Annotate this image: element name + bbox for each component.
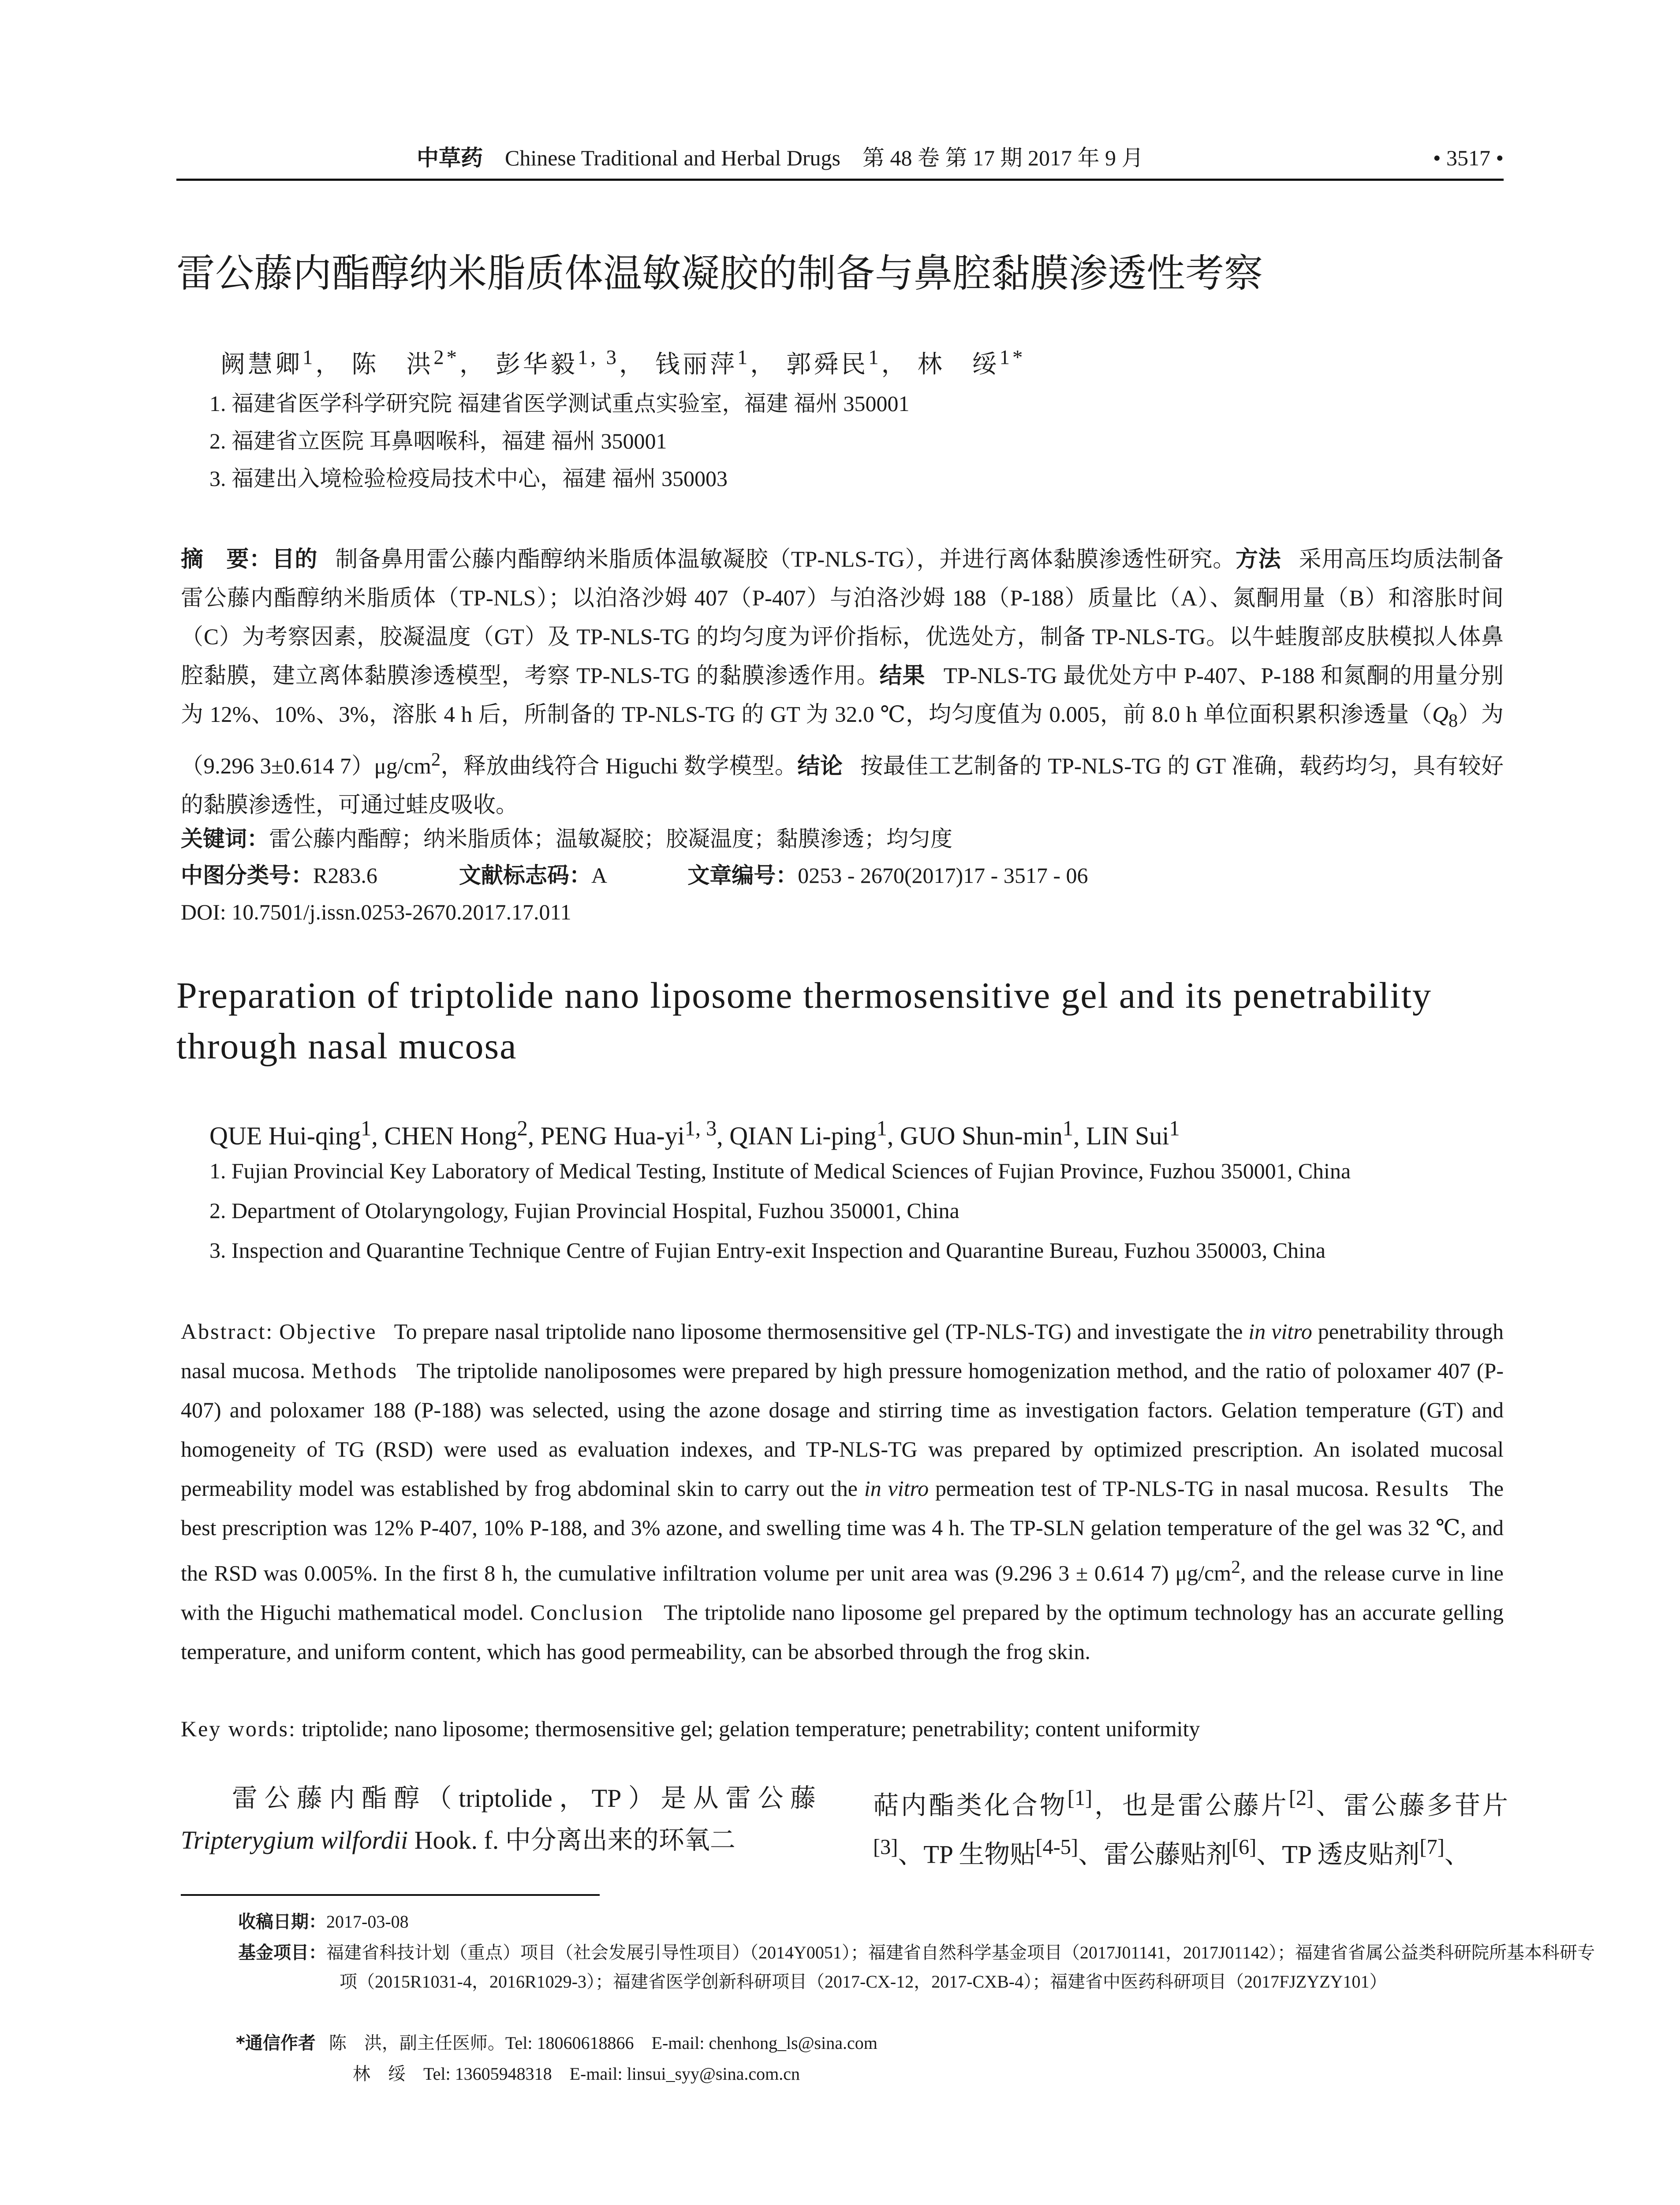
keywords-cn-label: 关键词： xyxy=(181,826,269,852)
fund-label: 基金项目： xyxy=(238,1943,326,1963)
article-no-value: 0253 - 2670(2017)17 - 3517 - 06 xyxy=(798,863,1088,888)
footnote-received xyxy=(238,1907,1504,1936)
affiliation-en-1: 1. Fujian Provincial Key Laboratory of Medical Testing, Institute of Medical Sciences of Fujian Province, Fuzhou 350001, China xyxy=(209,1159,1351,1183)
methods-label-en: Methods xyxy=(311,1358,398,1383)
authors-en: QUE Hui-qing$^1$, CHEN Hong$^2$, PENG Hua-yi$^{1, 3}$, QIAN Li-ping$^1$, GUO Shun-$\min^1$, LIN Sui$^1$ xyxy=(209,1117,1180,1151)
author-en: QIAN Li-ping$^1$ xyxy=(729,1117,887,1151)
methods-en: The triptolide nanoliposomes were prepared by high pressure homogenization method, and the ratio of poloxamer 407 (P-407) and poloxamer 188 (P-188) was selected, using the azone dosage and stirring time as investigation factors. Gelation temperature (GT) and homogeneity of TG (RSD) were used as evaluation indexes, and TP-NLS-TG was prepared by optimized prescription. An isolated mucosal permeability model was established by frog abdominal skin to carry out the in vitro permeation test of TP-NLS-TG in nasal mucosa. xyxy=(181,1358,1504,1501)
author-cn: 郭舜民$^1$ xyxy=(786,346,881,378)
footnote-rule xyxy=(181,1894,600,1896)
citation: [6] xyxy=(1232,1835,1257,1859)
methods-cn: 采用高压均质法制备雷公藤内酯醇纳米脂质体（TP-NLS）；以泊洛沙姆 407（P-407）与泊洛沙姆 188（P-188）质量比（A）、氮酮用量（B）和溶胀时间（C）为考察因素，胶凝温度（GT）及 TP-NLS-TG 的均匀度为评价指标，优选处方，制备 TP-NLS-TG。以牛蛙腹部皮肤模拟人体鼻腔黏膜，建立离体黏膜渗透模型，考察 TP-NLS-TG 的黏膜渗透作用。 xyxy=(181,547,1504,688)
author-en: QUE Hui-qing$^1$ xyxy=(209,1117,372,1151)
fund-text: 福建省科技计划（重点）项目（社会发展引导性项目）（2014Y0051）；福建省自然科学基金项目（2017J01141，2017J01142）；福建省省属公益类科研院所基本科研专项（2015R1031-4，2016R1029-3）；福建省医学创新科研项目（2017-CX-12，2017-CXB-4）；福建省中医药科研项目（2017FJZYZY101） xyxy=(326,1943,1595,1992)
footnote-corresponding-2: 林 绥 Tel: 13605948318 E-mail: linsui_syy@sina.com.cn xyxy=(353,2064,800,2084)
keywords-en-text: triptolide; nano liposome; thermosensitive gel; gelation temperature; penetrability; content uniformity xyxy=(302,1716,1200,1741)
author-cn: 彭华毅$^{1, 3}$ xyxy=(495,346,619,378)
conclusion-cn: 按最佳工艺制备的 TP-NLS-TG 的 GT 准确，载药均匀，具有较好的黏膜渗透性，可通过蛙皮吸收。 xyxy=(181,754,1504,818)
header-rule xyxy=(176,179,1504,181)
citation: [7] xyxy=(1419,1835,1445,1859)
objective-label-cn: 目的 xyxy=(272,546,318,572)
citation: [4-5] xyxy=(1035,1835,1079,1859)
objective-cn: 制备鼻用雷公藤内酯醇纳米脂质体温敏凝胶（TP-NLS-TG），并进行离体黏膜渗透性研究。 xyxy=(335,547,1236,572)
footnote-fund xyxy=(238,1938,1605,1996)
results-cn: TP-NLS-TG 最优处方中 P-407、P-188 和氮酮的用量分别为 12%、10%、3%，溶胀 4 h 后，所制备的 TP-NLS-TG 的 GT 为 32.0 ℃，均匀度值为 0.005，前 8.0 h 单位面积累积渗透量$(Q_8)$为（9.296 3±0.614 $7)\mu g/cm^2$，释放曲线符合 Higuchi 数学模型。 xyxy=(181,664,1504,779)
abstract-en xyxy=(181,1312,1504,1671)
affiliation-cn-3: 3. 福建出入境检验检疫局技术中心，福建 福州 350003 xyxy=(209,466,728,491)
journal-issue: 第 48 卷 第 17 期 2017 年 9 月 xyxy=(862,146,1144,170)
corresponding-label: *通信作者 xyxy=(236,2033,316,2053)
journal-name-en: Chinese Traditional and Herbal Drugs xyxy=(505,146,841,170)
affiliation-en-2: 2. Department of Otolaryngology, Fujian Provincial Hospital, Fuzhou 350001, China xyxy=(209,1198,959,1223)
footnote-corresponding xyxy=(236,2029,1501,2058)
article-no-label: 文章编号： xyxy=(687,863,798,888)
authors-cn: 阙慧卿$^1$， 陈 洪$^{2*}$， 彭华毅$^{1, 3}$， 钱丽萍$^1$， 郭舜民$^1$， 林 绥$^{1*}$ xyxy=(220,346,1026,378)
objective-label-en: Objective xyxy=(279,1319,377,1344)
author-en: PENG Hua-yi$^{1, 3}$ xyxy=(540,1117,717,1151)
body-column-left: 雷公藤内酯醇（triptolide，TP）是从雷公藤Tripterygium wilfordii Hook. f. 中分离出来的环氧二 xyxy=(181,1784,816,1854)
author-cn: 阙慧卿$^1$ xyxy=(220,346,316,378)
citation: [3] xyxy=(873,1835,898,1859)
received-label: 收稿日期： xyxy=(238,1912,326,1932)
conclusion-label-en: Conclusion xyxy=(530,1600,644,1625)
author-cn: 林 绥$^{1*}$ xyxy=(917,346,1026,378)
objective-en: To prepare nasal triptolide nano liposome thermosensitive gel (TP-NLS-TG) and investigate the in vitro penetrability through nasal mucosa. xyxy=(181,1319,1504,1383)
abstract-en-label: Abstract: xyxy=(181,1319,274,1344)
keywords-en-label: Key words: xyxy=(181,1716,296,1741)
page-number: • 3517 • xyxy=(1433,146,1504,170)
classification-line xyxy=(181,858,1088,893)
citation: [2] xyxy=(1288,1786,1314,1810)
author-en: LIN Sui$^1$ xyxy=(1086,1117,1180,1151)
author-en: GUO Shun-$\min^1$ xyxy=(900,1117,1074,1151)
doc-code-value: A xyxy=(591,863,606,888)
clc-label: 中图分类号： xyxy=(181,863,313,888)
title-en: Preparation of triptolide nano liposome thermosensitive gel and its penetrability through nasal mucosa xyxy=(176,975,1432,1067)
journal-name-cn: 中草药 xyxy=(417,146,483,170)
received-date: 2017-03-08 xyxy=(326,1912,409,1932)
results-label-en: Results xyxy=(1375,1476,1450,1501)
results-label-cn: 结果 xyxy=(879,663,926,689)
journal-info xyxy=(417,140,1144,176)
conclusion-en: The triptolide nano liposome gel prepared by the optimum technology has an accurate gelling temperature, and uniform content, which has good permeability, can be absorbed through the frog skin. xyxy=(181,1600,1504,1664)
author-cn: 陈 洪$^{2*}$ xyxy=(351,346,459,378)
abstract-cn-label: 摘 要： xyxy=(181,546,272,572)
abstract-cn xyxy=(181,540,1504,825)
affiliation-cn-2: 2. 福建省立医院 耳鼻咽喉科，福建 福州 350001 xyxy=(209,429,667,453)
author-en: CHEN Hong$^2$ xyxy=(384,1117,528,1151)
title-cn: 雷公藤内酯醇纳米脂质体温敏凝胶的制备与鼻腔黏膜渗透性考察 xyxy=(176,250,1263,296)
corresponding-1: 陈 洪，副主任医师。Tel: 18060618866 E-mail: chenhong_ls@sina.com xyxy=(329,2033,877,2053)
author-cn: 钱丽萍$^1$ xyxy=(655,346,750,378)
running-header xyxy=(176,140,1504,176)
affiliation-cn-1: 1. 福建省医学科学研究院 福建省医学测试重点实验室，福建 福州 350001 xyxy=(209,391,910,416)
doi: DOI: 10.7501/j.issn.0253-2670.2017.17.011 xyxy=(181,900,571,924)
results-en: The best prescription was 12% P-407, 10% P-188, and 3% azone, and swelling time was 4 h. The TP-SLN gelation temperature of the gel was 32 ℃, and the RSD was 0.005%. In the first 8 h, the cumulative infiltration volume per unit area was (9.296 3 ± 0.614 7) $\mu g/cm^2$, and the release curve in line with the Higuchi mathematical model. xyxy=(181,1476,1504,1625)
keywords-cn-text: 雷公藤内酯醇；纳米脂质体；温敏凝胶；胶凝温度；黏膜渗透；均匀度 xyxy=(269,826,952,851)
keywords-en xyxy=(181,1711,1200,1746)
methods-label-cn: 方法 xyxy=(1235,546,1281,572)
citation: [1] xyxy=(1067,1786,1093,1810)
doc-code-label: 文献标志码： xyxy=(459,863,591,888)
affiliation-en-3: 3. Inspection and Quarantine Technique Centre of Fujian Entry-exit Inspection and Quarantine Bureau, Fuzhou 350003, China xyxy=(209,1238,1326,1263)
keywords-cn xyxy=(181,821,952,856)
conclusion-label-cn: 结论 xyxy=(797,753,843,780)
body-column-right: 萜内酯类化合物[1]，也是雷公藤片[2]、雷公藤多苷片[3]、TP 生物贴[4-5]、雷公藤贴剂[6]、TP 透皮贴剂[7]、 xyxy=(873,1786,1508,1869)
clc-value: R283.6 xyxy=(313,863,377,888)
